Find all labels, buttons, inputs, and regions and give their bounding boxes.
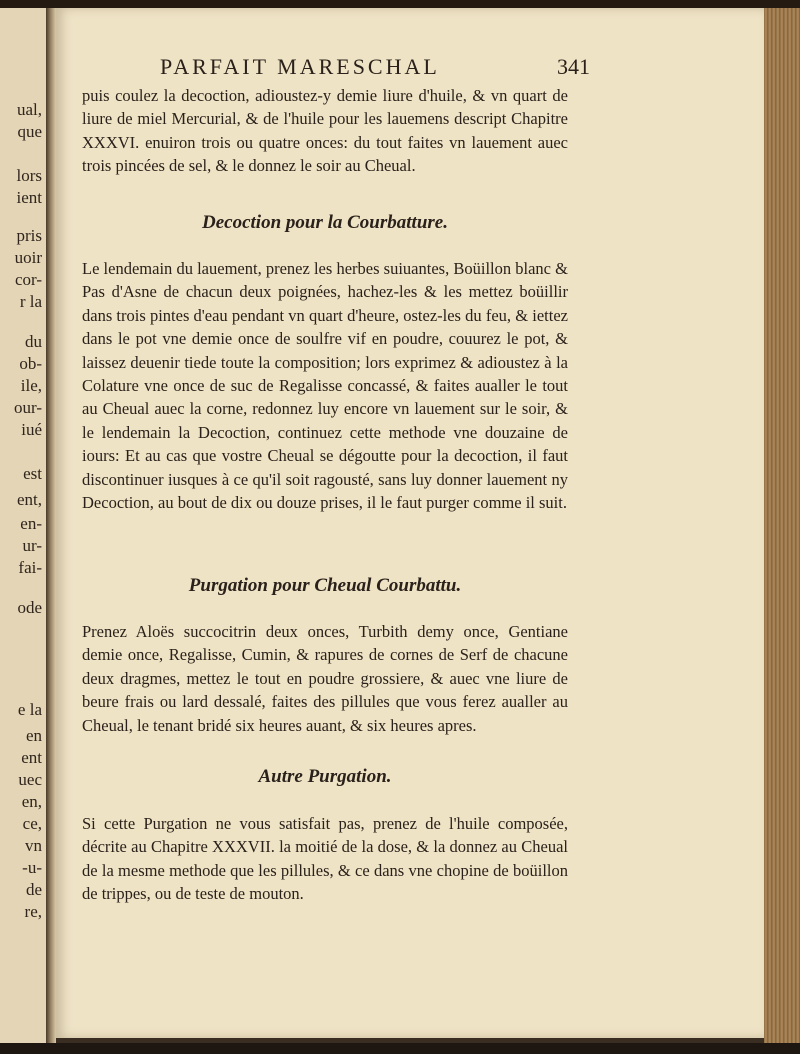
left-page-fragment: ent, (16, 490, 42, 509)
left-page-fragment: -u- (22, 858, 42, 877)
left-page-fragment: de (25, 880, 42, 899)
paragraph-decoction: Le lendemain du lauement, prenez les herbes suiuantes, Boüillon blanc & Pas d'Asne de chacun deux poignées, hachez-les & les mettez boüillir dans trois pintes d'eau pendant vn quart d'heure, ostez-les du feu, & iettez dans le pot vne demie once de soulfre vif en poudre, couurez le pot, & laissez deuenir tiede toute la composition; lors exprimez & adioustez à la Colature vne once de suc de Regalisse concassé, & faites aualler le tout au Cheual auec la corne, redonnez luy encore vn lauement sur le soir, & le lendemain la Decoction, continuez cette methode vne douzaine de iours: Et au cas que vostre Cheual se dégoutte pour la decoction, il faut discontinuer iusques à ce qu'il soit ragousté, sans luy donner lauement ny Decoction, au bout de dix ou douze prises, il le faut purger comme il suit. (82, 259, 568, 513)
left-page-fragment: uoir (14, 248, 42, 267)
paragraph-purgation: Prenez Aloës succocitrin deux onces, Turbith demy once, Gentiane demie once, Regalisse, Cumin, & rapures de cornes de Serf de chacune deux dragmes, mettez le tout en poudre grossiere, & auec vne liure de beure frais ou lard dessalé, faites des pillules que vous ferez aualler au Cheual, le tenant bridé six heures auant, & six heures apres. (82, 622, 568, 735)
page-number: 341 (557, 54, 590, 79)
book-gutter (46, 8, 56, 1043)
left-page-fragment: ode (17, 598, 42, 617)
book-bottom-edge (0, 1043, 800, 1054)
section-heading-purgation: Purgation pour Cheual Courbattu. (188, 575, 462, 596)
page-edges (764, 8, 800, 1048)
left-page-fragment: fai- (18, 558, 42, 577)
page-header (160, 54, 590, 82)
left-page-fragment: en (25, 726, 42, 745)
left-page-fragment: ce, (22, 814, 42, 833)
left-page-fragment: ient (16, 188, 42, 207)
left-page-edge (0, 8, 49, 1043)
left-page-fragment: cor- (14, 270, 42, 289)
left-page-fragment: ual, (16, 100, 42, 119)
left-page-fragment: ile, (20, 376, 42, 395)
left-page-fragment: ob- (19, 354, 42, 373)
left-page-fragment: vn (25, 836, 42, 855)
left-page-fragment: ent (21, 748, 42, 767)
left-page-fragment: r la (19, 292, 42, 311)
running-title: PARFAIT MARESCHAL (160, 54, 440, 79)
section-heading-other-purgation: Autre Purgation. (258, 766, 392, 787)
book-top-edge (0, 0, 800, 8)
left-page-fragment: du (25, 332, 42, 351)
left-page-fragment: ur- (22, 536, 42, 555)
left-page-fragment: en, (21, 792, 42, 811)
left-page-fragment: est (23, 464, 42, 483)
section-heading-decoction: Decoction pour la Courbatture. (202, 212, 448, 233)
paragraph-continuation: puis coulez la decoction, adioustez-y demie liure d'huile, & vn quart de liure de miel Mercurial, & de l'huile pour les lauemens descript Chapitre XXXVI. enuiron trois ou quatre onces: du tout faites vn lauement auec trois pincées de sel, & le donnez le soir au Cheual. (82, 86, 568, 176)
left-page-fragment: iué (21, 420, 42, 439)
left-page-fragment: e la (17, 700, 42, 719)
left-page-fragment: pris (16, 226, 42, 245)
left-page-fragment: uec (18, 770, 42, 789)
left-page-fragment: re, (24, 902, 42, 921)
paragraph-other-purgation: Si cette Purgation ne vous satisfait pas, prenez de l'huile composée, décrite au Chapitre XXXVII. la moitié de la dose, & la donnez au Cheual de la mesme methode que les pillules, & ce dans vne chopine de boüillon de trippes, ou de teste de mouton. (82, 814, 568, 904)
left-page-fragment: en- (20, 514, 42, 533)
left-page-fragment: que (17, 122, 42, 141)
left-page-fragment: lors (16, 166, 42, 185)
left-page-fragment: our- (14, 398, 42, 417)
